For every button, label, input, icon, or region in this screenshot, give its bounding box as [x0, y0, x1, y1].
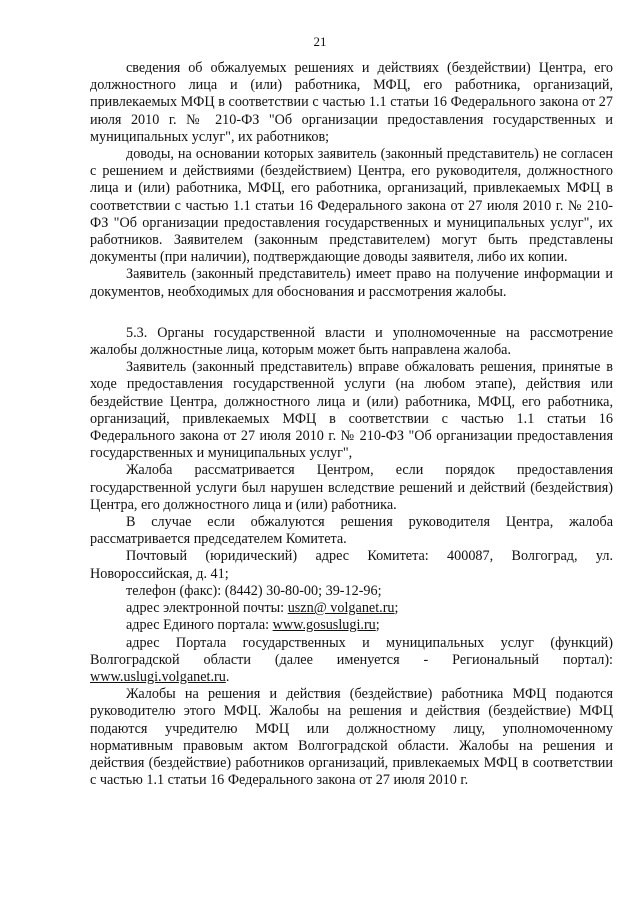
email-end: ;: [394, 600, 399, 617]
email-label: адрес электронной почты:: [126, 600, 288, 617]
section-heading-5-3: 5.3. Органы государственной власти и уполномоченные на рассмотрение жалобы должностные лица, которым может быть направлена жалоба.: [90, 324, 613, 359]
portal-end: ;: [375, 617, 380, 634]
paragraph-center-review: Жалоба рассматривается Центром, если порядок предоставления государственной услуги был нарушен вследствие решений и действий (бездействия) Центра, его должностного лица и (или) работника.: [90, 462, 613, 513]
section-gap: [90, 301, 613, 325]
paragraph-committee-review: В случае если обжалуются решения руководителя Центра, жалоба рассматривается председателем Комитета.: [90, 514, 613, 548]
paragraph-complaint-details: сведения об обжалуемых решениях и действиях (бездействии) Центра, его должностного лица и (или) работника, МФЦ, его работника, организаций, привлекаемых МФЦ в соответствии с частью 1.1 статьи 16 Федерального закона от 27 июля 2010 г. № 210-ФЗ "Об организации предоставления государственных и муниципальных услуг", их работников;: [90, 60, 613, 145]
regional-portal-paragraph: [90, 635, 613, 687]
page-number: 21: [313, 34, 327, 49]
phone-line: телефон (факс): (8442) 30-80-00; 39-12-96;: [126, 582, 382, 599]
portal-label: адрес Единого портала:: [126, 617, 273, 634]
portal-line: [90, 617, 613, 634]
regional-portal-link[interactable]: www.uslugi.volganet.ru: [90, 668, 226, 685]
email-link[interactable]: uszn@ volganet.ru: [287, 600, 395, 617]
paragraph-right-to-appeal: Заявитель (законный представитель) вправе обжаловать решения, принятые в ходе предоставления государственной услуги (на любом этапе), действия или бездействие Центра, должностного лица и (или) работника, МФЦ, его работника, организаций, привлекаемых МФЦ в соответствии с частью 1.1 статьи 16 Федерального закона от 27 июля 2010 г. № 210-ФЗ "Об организации предоставления государственных и муниципальных услуг",: [90, 359, 613, 462]
paragraph-right-to-information: Заявитель (законный представитель) имеет право на получение информации и документов, необходимых для обоснования и рассмотрения жалобы.: [90, 266, 613, 300]
postal-address: Почтовый (юридический) адрес Комитета: 400087, Волгоград, ул. Новороссийская, д. 41;: [90, 548, 613, 582]
regional-portal-end: .: [225, 668, 230, 685]
portal-link[interactable]: www.gosuslugi.ru: [272, 617, 376, 634]
document-body: [90, 60, 613, 789]
paragraph-mfc-complaints: Жалобы на решения и действия (бездействие) работника МФЦ подаются руководителю этого МФЦ. Жалобы на решения и действия (бездействие) МФЦ подаются учредителю МФЦ или должностному лицу, уполномоченному нормативным правовым актом Волгоградской области. Жалобы на решения и действия (бездействие) работников организаций, привлекаемых МФЦ в соответствии с частью 1.1 статьи 16 Федерального закона от 27 июля 2010 г.: [90, 686, 613, 789]
email-line: [90, 600, 613, 617]
regional-portal-text: адрес Портала государственных и муниципальных услуг (функций) Волгоградской области (далее именуется - Региональный портал):: [90, 634, 613, 668]
paragraph-arguments: доводы, на основании которых заявитель (законный представитель) не согласен с решением и действиями (бездействием) Центра, его руководителя, должностного лица и (или) работника, МФЦ, его работника, организаций, привлекаемых МФЦ в соответствии с частью 1.1 статьи 16 Федерального закона от 27 июля 2010 г. № 210-ФЗ "Об организации предоставления государственных и муниципальных услуг", их работников. Заявителем (законным представителем) могут быть представлены документы (при наличии), подтверждающие доводы заявителя, либо их копии.: [90, 146, 613, 266]
